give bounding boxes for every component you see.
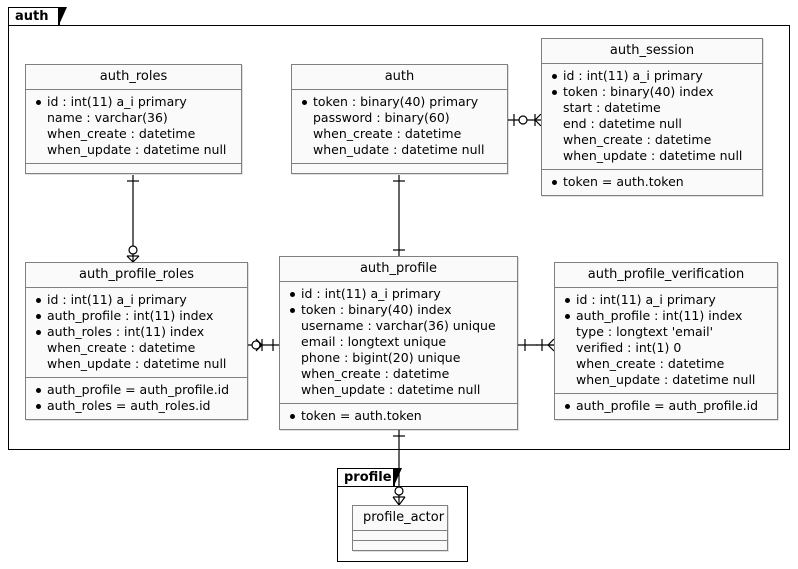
entity-footer-item: auth_profile = auth_profile.id: [34, 382, 239, 398]
package-tab-profile: [337, 468, 395, 487]
entity-field: id : int(11) a_i primary: [563, 292, 769, 308]
entity-field: token : binary(40) primary: [300, 94, 499, 110]
entity-auth-profile-roles[interactable]: [25, 262, 248, 420]
entity-field: when_update : datetime null: [301, 382, 481, 397]
entity-footer-item: auth_roles = auth_roles.id: [34, 398, 239, 414]
entity-field: password : binary(60): [313, 110, 450, 125]
entity-fields: [555, 288, 777, 394]
entity-field: when_update : datetime null: [47, 142, 227, 157]
entity-title: auth_profile_verification: [555, 263, 777, 288]
entity-title: profile_actor: [353, 506, 447, 531]
entity-field: phone : bigint(20) unique: [301, 350, 461, 365]
entity-footer: [292, 164, 507, 173]
entity-footer: [26, 378, 247, 419]
entity-field: when_create : datetime: [301, 366, 450, 381]
entity-title: auth: [292, 65, 507, 90]
entity-field: id : int(11) a_i primary: [288, 286, 509, 302]
entity-field: type : longtext 'email': [576, 324, 714, 339]
entity-fields: [353, 531, 447, 541]
entity-footer: [555, 394, 777, 419]
entity-field: id : int(11) a_i primary: [34, 292, 239, 308]
entity-field: auth_roles : int(11) index: [34, 324, 239, 340]
package-tab-auth: [8, 7, 60, 26]
entity-profile-actor[interactable]: [352, 505, 448, 551]
entity-field: end : datetime null: [563, 116, 682, 131]
entity-title: auth_roles: [26, 65, 241, 90]
entity-title: auth_profile_roles: [26, 263, 247, 288]
entity-field: username : varchar(36) unique: [301, 318, 496, 333]
entity-field: when_update : datetime null: [47, 356, 227, 371]
entity-fields: [292, 90, 507, 164]
entity-field: name : varchar(36): [47, 110, 168, 125]
entity-field: when_create : datetime: [563, 132, 712, 147]
entity-footer-item: token = auth.token: [550, 174, 754, 190]
entity-footer: [542, 170, 762, 195]
entity-field: when_udate : datetime null: [313, 142, 485, 157]
entity-fields: [26, 90, 241, 164]
entity-auth-roles[interactable]: [25, 64, 242, 174]
entity-field: when_create : datetime: [47, 340, 196, 355]
entity-auth-profile-verification[interactable]: [554, 262, 778, 420]
entity-fields: [26, 288, 247, 378]
entity-footer-item: token = auth.token: [288, 408, 509, 424]
entity-title: auth_profile: [280, 257, 517, 282]
entity-field: token : binary(40) index: [288, 302, 509, 318]
package-tab-profile-label: profile: [344, 470, 392, 485]
entity-field: token : binary(40) index: [550, 84, 754, 100]
entity-field: verified : int(1) 0: [576, 340, 682, 355]
entity-footer: [353, 541, 447, 550]
entity-field: when_update : datetime null: [563, 148, 743, 163]
entity-footer: [26, 164, 241, 173]
entity-title: auth_session: [542, 39, 762, 64]
entity-field: id : int(11) a_i primary: [550, 68, 754, 84]
entity-fields: [280, 282, 517, 404]
entity-field: auth_profile : int(11) index: [34, 308, 239, 324]
entity-field: email : longtext unique: [301, 334, 447, 349]
entity-field: when_create : datetime: [313, 126, 462, 141]
entity-field: when_create : datetime: [576, 356, 725, 371]
entity-footer-item: auth_profile = auth_profile.id: [563, 398, 769, 414]
entity-field: when_create : datetime: [47, 126, 196, 141]
entity-footer: [280, 404, 517, 429]
entity-auth-profile[interactable]: [279, 256, 518, 430]
entity-auth-session[interactable]: [541, 38, 763, 196]
entity-field: auth_profile : int(11) index: [563, 308, 769, 324]
entity-fields: [542, 64, 762, 170]
package-tab-auth-label: auth: [15, 9, 49, 24]
entity-field: start : datetime: [563, 100, 661, 115]
entity-auth[interactable]: [291, 64, 508, 174]
entity-field: id : int(11) a_i primary: [34, 94, 233, 110]
entity-field: when_update : datetime null: [576, 372, 756, 387]
